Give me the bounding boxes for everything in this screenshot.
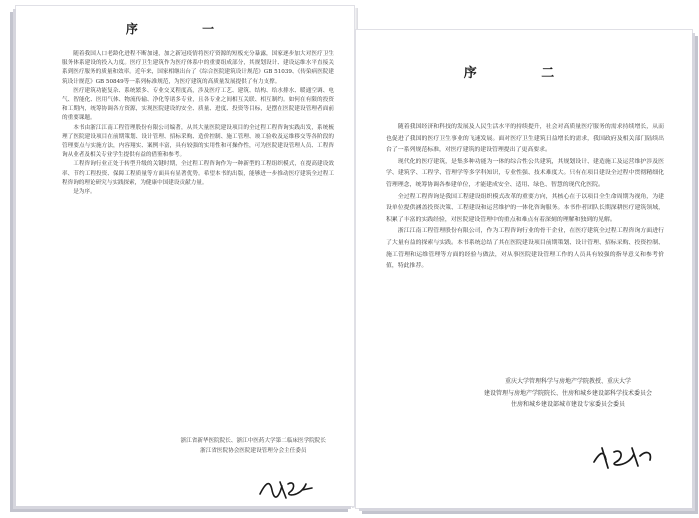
paragraph: 是为序。 <box>73 189 96 196</box>
paragraph: 工程咨询行业正处于转型升级的关键时期，全过程工程咨询作为一种新型的工程组织模式，在提高建设效率、节约工程投资、保障工程质量等方面具有显著优势。希望本书的出版，能够进一步推动医疗建筑全过程工程咨询的理论研究与实践探索，为健康中国建设贡献力量。 <box>62 161 334 186</box>
paragraph: 随着我国经济和科技的发展及人民生活水平的持续提升，社会对高质量医疗服务的需求持续增长，从而也促进了我国的医疗卫生事业的飞速发展。面对医疗卫生建筑日益增长的需求，我国政府及相关部门陆续出台了一系列规范标准，对医疗建筑的建设管理提出了更高要求。 <box>386 124 664 154</box>
handwritten-signature-icon <box>588 442 658 474</box>
signer-title-line: 浙江省医院协会医院建设管理分会主任委员 <box>200 448 307 454</box>
left-page <box>16 6 354 506</box>
signer-title-line: 浙江省新华医院院长、浙江中医药大学第二临床医学院院长 <box>180 438 326 444</box>
paragraph: 医疗建筑功能复杂、系统繁多、专业交叉程度高，涉及医疗工艺、建筑、结构、给水排水、暖通空调、电气、智能化、医用气体、物流传输、净化等诸多专业，且各专业之间相互关联、相互制约。如何在有限的投资和工期内，统筹协调各方资源，实现医院建设的安全、质量、进度、投资等目标，是摆在医院建设管理者面前的重要课题。 <box>62 87 334 122</box>
signer-title-line: 建设管理与房地产学院院长、住房和城乡建设部科学技术委员会 <box>483 389 652 397</box>
preface-one-body <box>62 50 334 197</box>
paragraph: 随着我国人口老龄化进程不断加速，加之新冠疫情将医疗资源的短板充分暴露，国家逐步加大对医疗卫生服务体系建设的投入力度。医疗卫生建筑作为医疗体系中的重要组成部分，其规划设计、建设运维水平直接关系到医疗服务的质量和效率。近年来，国家相继出台了《综合医院建筑设计规范》GB 51039、《传染病医院建筑设计规范》GB 50849等一系列标准规范，为医疗建筑的高质量发展提供了有力支撑。 <box>62 51 334 85</box>
preface-two-signature-block <box>484 376 652 411</box>
handwritten-signature-icon <box>256 476 316 504</box>
signer-title-line: 住房和城乡建设部城市建设专家委员会委员 <box>510 401 625 408</box>
signer-title-line: 重庆大学管理科学与房地产学院教授、重庆大学 <box>504 378 631 385</box>
preface-two-title: 序 二 <box>463 66 585 81</box>
paragraph: 全过程工程咨询是我国工程建设组织模式改革的重要方向，其核心在于以项目全生命周期为视角，为建设单位提供涵盖投资决策、工程建设和运营维护的一体化咨询服务。本书作者团队长期深耕医疗建筑领域，积累了丰富的实践经验，对医院建设管理中的重点和难点有着深刻的理解和独到的见解。 <box>386 193 664 223</box>
preface-one-signature-block <box>181 436 326 456</box>
preface-one-title: 序 一 <box>125 22 245 36</box>
paragraph: 现代化的医疗建筑，是集多种功能为一体的综合性公共建筑，其规划设计、建造施工及运营维护涉及医学、建筑学、工程学、管理学等多学科知识，专业性强、技术难度大。只有在项目建设全过程中贯彻精细化管理理念，统筹协调各参建单位，才能建成安全、适用、绿色、智慧的现代化医院。 <box>386 158 664 188</box>
paragraph: 本书由浙江江南工程管理股份有限公司编著，从其大量医院建设项目的全过程工程咨询实践出发，系统梳理了医院建设项目在前期策划、设计管理、招标采购、造价控制、施工管理、竣工验收及运维移交等各阶段的管理要点与实施方法，内容翔实、案例丰富，具有较强的实用性和可操作性，可为医院建设管理人员、工程咨询从业者及相关专业学生提供有益的借鉴和参考。 <box>62 124 334 159</box>
preface-two-body <box>386 122 664 273</box>
right-page <box>356 30 692 508</box>
paragraph: 浙江江南工程管理股份有限公司，作为工程咨询行业的骨干企业，在医疗建筑全过程工程咨询方面进行了大量有益的探索与实践。本书系统总结了其在医院建设项目前期策划、设计管理、招标采购、投资控制、施工管理和运维管理等方面的经验与做法，对从事医院建设管理工作的人员具有较强的指导意义和参考价值，特此推荐。 <box>386 228 664 270</box>
